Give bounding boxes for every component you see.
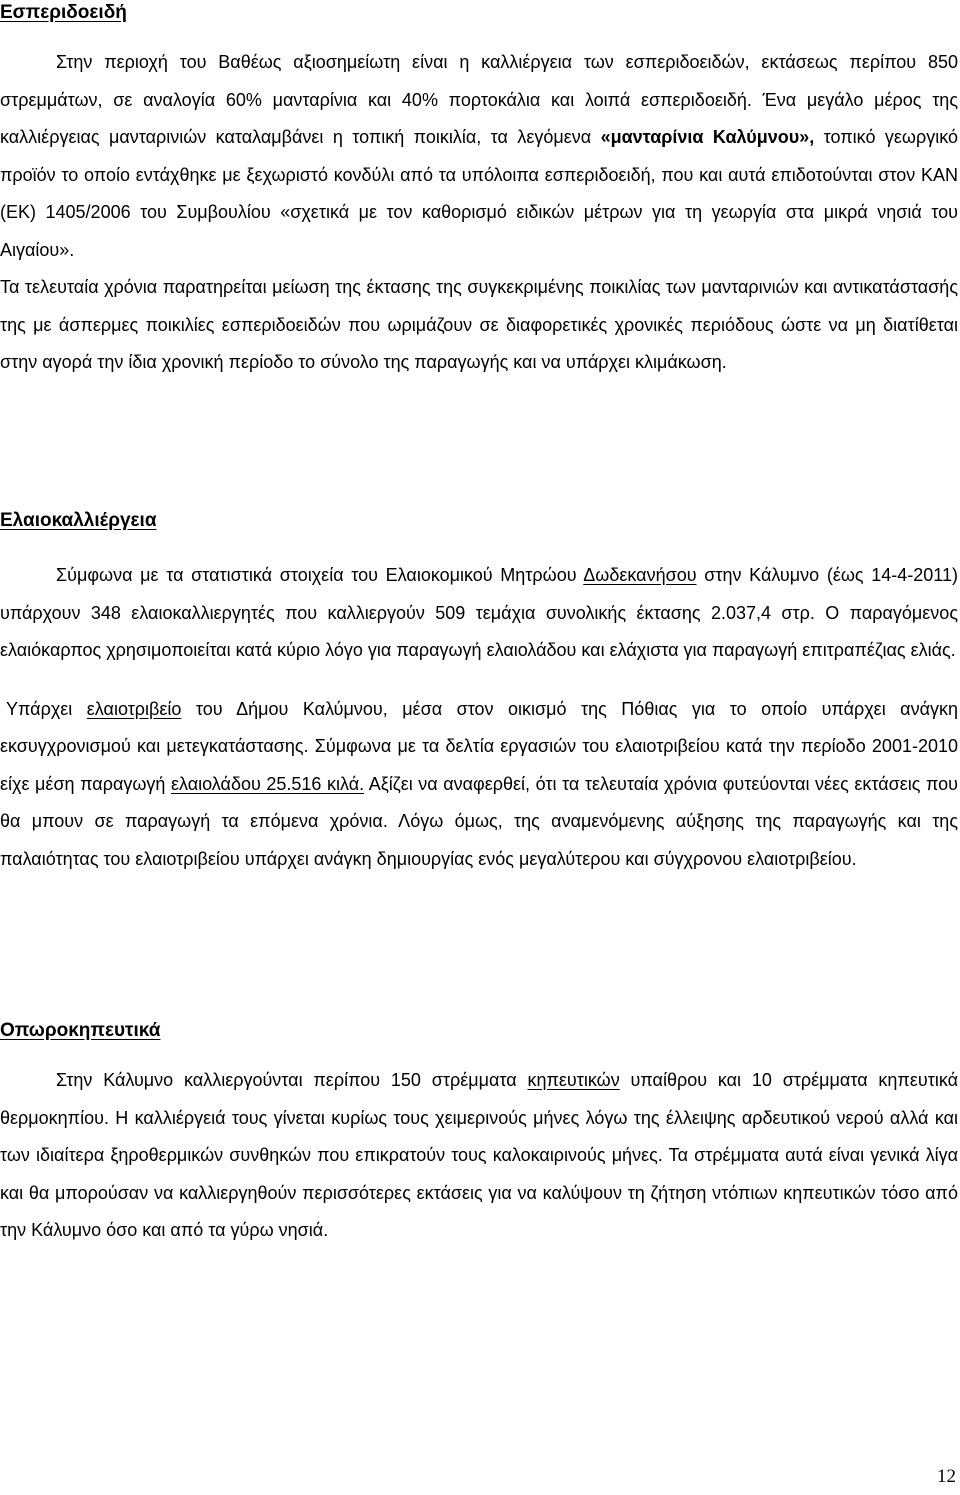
section-heading-olive: Ελαιοκαλλιέργεια — [0, 510, 157, 531]
text-run: Σύμφωνα με τα στατιστικά στοιχεία του Ελαιοκομικού Μητρώου — [56, 565, 584, 585]
text-run: στην Κάλυμνο (έως 14-4-2011) υπάρχουν 348 ελαιοκαλλιεργητές που καλλιεργούν 509 τεμάχια συνολικής έκτασης 2.037,4 στρ. Ο παραγόμενος ελαιόκαρπος χρησιμοποιείται κατά κύριο λόγο για παραγωγή ελαιολάδου και ελάχιστα για παραγωγή επιτραπέζιας ελιάς. — [0, 565, 958, 660]
section-vegetables — [0, 1018, 958, 1250]
text-run: υπαίθρου και 10 στρέμματα κηπευτικά θερμοκηπίου. Η καλλιέργειά τους γίνεται κυρίως τους χειμερινούς μήνες λόγω της έλλειψης αρδευτικού νερού αλλά και των ιδιαίτερα ξηροθερμικών συνθηκών που επικρατούν τους καλοκαιρινούς μήνες. Τα στρέμματα αυτά είναι γενικά λίγα και θα μπορούσαν να καλλιεργηθούν περισσότερες εκτάσεις για να καλύψουν τη ζήτηση ντόπιων κηπευτικών τόσο από την Κάλυμνο όσο και από τα γύρω νησιά. — [0, 1070, 959, 1240]
text-run: τοπικό γεωργικό προϊόν το οποίο εντάχθηκε με ξεχωριστό κονδύλι από τα υπόλοιπα εσπεριδοειδή, που και αυτά επιδοτούνται στον ΚΑΝ (ΕΚ) 1405/2006 του Συμβουλίου «σχετικά με τον καθορισμό ειδικών μέτρων για τη γεωργία στα μικρά νησιά του Αιγαίου». — [0, 127, 958, 260]
section-heading-vegetables: Οπωροκηπευτικά — [0, 1020, 161, 1041]
paragraph-vegetables-1 — [0, 1062, 958, 1250]
paragraph-citrus-1 — [0, 44, 958, 269]
text-run: του Δήμου Καλύμνου, μέσα στον οικισμό της Πόθιας για το οποίο υπάρχει ανάγκη εκσυγχρονισμού και μετεγκατάστασης. Σύμφωνα με τα δελτία εργασιών του ελαιοτριβείου κατά την περίοδο 2001-2010 είχε μέση παραγωγή — [0, 698, 958, 794]
link-olive-oil-production[interactable]: ελαιολάδου 25.516 κιλά. — [170, 773, 365, 794]
text-run: Στην περιοχή του Βαθέως αξιοσημείωτη είναι η καλλιέργεια των εσπεριδοειδών, εκτάσεως περίπου 850 στρεμμάτων, σε αναλογία 60% μανταρίνια και 40% πορτοκάλια και λοιπά εσπεριδοειδή. Ένα μεγάλο μέρος της καλλιέργειας μανταρινιών καταλαμβάνει η τοπική ποικιλία, τα λεγόμενα — [0, 52, 958, 147]
paragraph-citrus-2: Τα τελευταία χρόνια παρατηρείται μείωση της έκτασης της συγκεκριμένης ποικιλίας των μανταρινιών και αντικατάστασής της με άσπερμες ποικιλίες εσπεριδοειδών που ωριμάζουν σε διαφορετικές χρονικές περιόδους ώστε να μη διατίθεται στην αγορά την ίδια χρονική περίοδο το σύνολο της παραγωγής και να υπάρχει κλιμάκωση. — [0, 277, 958, 372]
text-run: Υπάρχει — [6, 698, 87, 719]
page-number: 12 — [937, 1466, 956, 1487]
text-run: Στην Κάλυμνο καλλιεργούνται περίπου 150 στρέμματα — [56, 1070, 528, 1090]
section-olive — [0, 508, 958, 878]
bold-term-mandarins: «μανταρίνια Καλύμνου», — [600, 127, 815, 147]
link-vegetables[interactable]: κηπευτικών — [527, 1070, 620, 1090]
paragraph-olive-2 — [0, 691, 958, 879]
link-olive-mill[interactable]: ελαιοτριβείο — [86, 698, 182, 719]
section-citrus — [0, 0, 958, 382]
text-run: Αξίζει να αναφερθεί, ότι τα τελευταία χρόνια φυτεύονται νέες εκτάσεις που θα μπουν σε παραγωγή τα επόμενα χρόνια. Λόγω όμως, της αναμενόμενης αύξησης της παραγωγής και της παλαιότητας του ελαιοτριβείου υπάρχει ανάγκη δημιουργίας ενός μεγαλύτερου και σύγχρονου ελαιοτριβείου. — [0, 773, 959, 869]
section-heading-citrus: Εσπεριδοειδή — [0, 2, 127, 23]
underlined-term-dodecanese: Δωδεκανήσου — [583, 565, 697, 585]
paragraph-olive-1 — [0, 557, 958, 670]
